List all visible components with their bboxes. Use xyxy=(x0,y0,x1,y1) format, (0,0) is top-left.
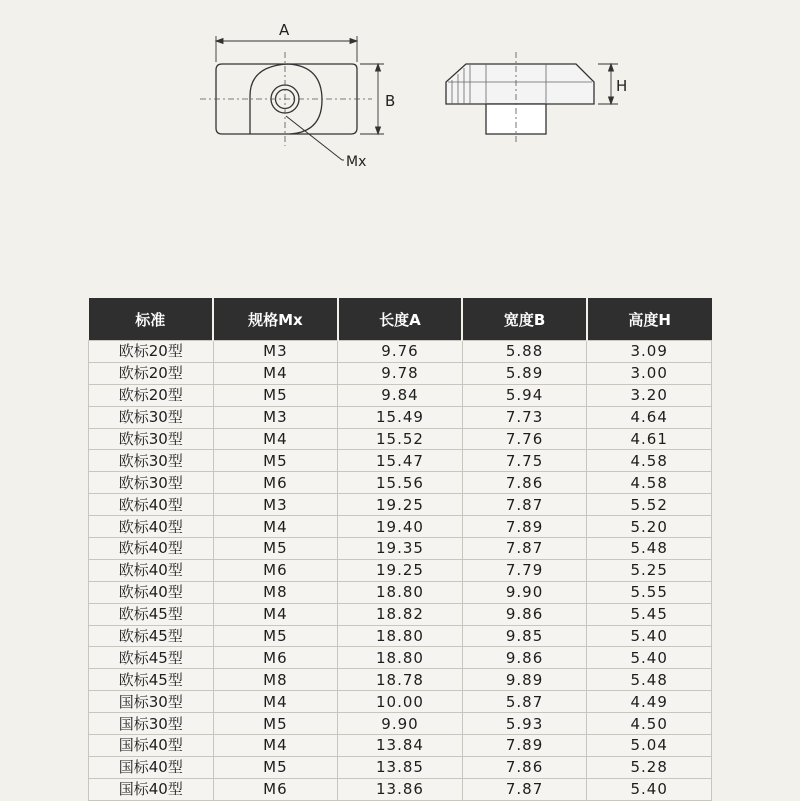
cell-standard: 国标40型 xyxy=(89,756,214,778)
cell-length: 10.00 xyxy=(338,691,463,713)
cell-length: 13.84 xyxy=(338,735,463,757)
cell-standard: 欧标40型 xyxy=(89,494,214,516)
cell-length: 13.85 xyxy=(338,756,463,778)
cell-height: 4.61 xyxy=(587,428,712,450)
cell-height: 4.49 xyxy=(587,691,712,713)
label-a: A xyxy=(279,21,290,39)
cell-height: 3.09 xyxy=(587,341,712,363)
cell-width: 7.87 xyxy=(462,494,587,516)
cell-size: M3 xyxy=(213,341,338,363)
cell-width: 5.87 xyxy=(462,691,587,713)
table-row xyxy=(89,494,712,516)
cell-width: 5.93 xyxy=(462,713,587,735)
cell-length: 9.78 xyxy=(338,362,463,384)
cell-width: 7.75 xyxy=(462,450,587,472)
cell-length: 15.49 xyxy=(338,406,463,428)
cell-width: 9.86 xyxy=(462,647,587,669)
cell-height: 4.58 xyxy=(587,472,712,494)
table-row xyxy=(89,735,712,757)
cell-length: 18.80 xyxy=(338,625,463,647)
cell-standard: 国标30型 xyxy=(89,713,214,735)
cell-height: 5.48 xyxy=(587,538,712,560)
table-row xyxy=(89,647,712,669)
cell-height: 5.40 xyxy=(587,625,712,647)
cell-length: 19.40 xyxy=(338,516,463,538)
cell-size: M8 xyxy=(213,581,338,603)
cell-length: 15.56 xyxy=(338,472,463,494)
cell-size: M5 xyxy=(213,713,338,735)
table-row xyxy=(89,516,712,538)
cell-size: M5 xyxy=(213,450,338,472)
cell-size: M8 xyxy=(213,669,338,691)
cell-length: 19.35 xyxy=(338,538,463,560)
table-row xyxy=(89,713,712,735)
cell-width: 9.89 xyxy=(462,669,587,691)
cell-length: 18.80 xyxy=(338,581,463,603)
header-size: 规格Mx xyxy=(213,298,338,341)
cell-standard: 欧标20型 xyxy=(89,362,214,384)
cell-standard: 国标30型 xyxy=(89,691,214,713)
technical-drawing xyxy=(0,0,800,200)
center-lines xyxy=(200,52,372,146)
cell-standard: 欧标45型 xyxy=(89,647,214,669)
cell-width: 7.86 xyxy=(462,756,587,778)
spec-table xyxy=(88,298,712,801)
header-height: 高度H xyxy=(587,298,712,341)
cell-size: M4 xyxy=(213,691,338,713)
cell-size: M5 xyxy=(213,625,338,647)
cell-standard: 欧标45型 xyxy=(89,625,214,647)
cell-length: 18.82 xyxy=(338,603,463,625)
cell-standard: 国标40型 xyxy=(89,778,214,800)
table-row xyxy=(89,428,712,450)
cell-size: M6 xyxy=(213,559,338,581)
dimension-a xyxy=(216,36,357,62)
cell-standard: 欧标30型 xyxy=(89,406,214,428)
table-row xyxy=(89,472,712,494)
table-row xyxy=(89,603,712,625)
cell-size: M5 xyxy=(213,538,338,560)
table-row xyxy=(89,625,712,647)
cell-width: 7.76 xyxy=(462,428,587,450)
cell-height: 5.25 xyxy=(587,559,712,581)
cell-standard: 欧标30型 xyxy=(89,428,214,450)
cell-size: M6 xyxy=(213,778,338,800)
label-h: H xyxy=(616,77,628,95)
cell-width: 9.85 xyxy=(462,625,587,647)
cell-size: M4 xyxy=(213,516,338,538)
cell-width: 7.89 xyxy=(462,516,587,538)
cell-height: 4.58 xyxy=(587,450,712,472)
cell-width: 9.90 xyxy=(462,581,587,603)
table-row xyxy=(89,559,712,581)
cell-length: 18.78 xyxy=(338,669,463,691)
cell-length: 15.47 xyxy=(338,450,463,472)
table-row xyxy=(89,581,712,603)
side-view xyxy=(446,64,594,134)
cell-length: 9.90 xyxy=(338,713,463,735)
table-row xyxy=(89,538,712,560)
cell-size: M5 xyxy=(213,756,338,778)
cell-height: 3.20 xyxy=(587,384,712,406)
cell-standard: 欧标40型 xyxy=(89,581,214,603)
cell-width: 7.79 xyxy=(462,559,587,581)
cell-standard: 欧标20型 xyxy=(89,384,214,406)
dimension-h xyxy=(598,64,618,104)
cell-standard: 欧标20型 xyxy=(89,341,214,363)
cell-width: 7.87 xyxy=(462,538,587,560)
cell-length: 19.25 xyxy=(338,494,463,516)
cell-height: 5.40 xyxy=(587,778,712,800)
header-length: 长度A xyxy=(338,298,463,341)
cell-standard: 欧标40型 xyxy=(89,538,214,560)
cell-length: 9.76 xyxy=(338,341,463,363)
table-row xyxy=(89,362,712,384)
cell-length: 15.52 xyxy=(338,428,463,450)
table-row xyxy=(89,341,712,363)
cell-height: 4.64 xyxy=(587,406,712,428)
table-row xyxy=(89,756,712,778)
cell-height: 5.52 xyxy=(587,494,712,516)
cell-standard: 欧标30型 xyxy=(89,472,214,494)
table-row xyxy=(89,778,712,800)
table-row xyxy=(89,384,712,406)
cell-height: 3.00 xyxy=(587,362,712,384)
header-standard: 标准 xyxy=(89,298,214,341)
cell-height: 5.48 xyxy=(587,669,712,691)
cell-standard: 欧标30型 xyxy=(89,450,214,472)
cell-height: 4.50 xyxy=(587,713,712,735)
cell-height: 5.45 xyxy=(587,603,712,625)
cell-height: 5.28 xyxy=(587,756,712,778)
cell-width: 5.88 xyxy=(462,341,587,363)
cell-size: M4 xyxy=(213,362,338,384)
cell-height: 5.20 xyxy=(587,516,712,538)
cell-standard: 欧标40型 xyxy=(89,516,214,538)
cell-height: 5.40 xyxy=(587,647,712,669)
cell-width: 7.73 xyxy=(462,406,587,428)
header-width: 宽度B xyxy=(462,298,587,341)
drawing-svg xyxy=(0,0,800,200)
cell-size: M5 xyxy=(213,384,338,406)
table-row xyxy=(89,691,712,713)
label-b: B xyxy=(385,92,396,110)
table-row xyxy=(89,669,712,691)
cell-size: M6 xyxy=(213,647,338,669)
cell-width: 5.94 xyxy=(462,384,587,406)
spec-table-body xyxy=(89,341,712,801)
cell-size: M4 xyxy=(213,735,338,757)
cell-length: 18.80 xyxy=(338,647,463,669)
cell-size: M3 xyxy=(213,406,338,428)
cell-standard: 欧标40型 xyxy=(89,559,214,581)
table-row xyxy=(89,450,712,472)
cell-size: M3 xyxy=(213,494,338,516)
cell-width: 7.87 xyxy=(462,778,587,800)
cell-size: M4 xyxy=(213,428,338,450)
cell-width: 7.89 xyxy=(462,735,587,757)
cell-length: 9.84 xyxy=(338,384,463,406)
cell-standard: 国标40型 xyxy=(89,735,214,757)
cell-standard: 欧标45型 xyxy=(89,669,214,691)
cell-height: 5.55 xyxy=(587,581,712,603)
cell-standard: 欧标45型 xyxy=(89,603,214,625)
cell-length: 13.86 xyxy=(338,778,463,800)
label-mx: Mx xyxy=(346,154,367,170)
header-row xyxy=(89,298,712,341)
cell-width: 7.86 xyxy=(462,472,587,494)
spec-table-head xyxy=(89,298,712,341)
table-row xyxy=(89,406,712,428)
cell-height: 5.04 xyxy=(587,735,712,757)
cell-width: 5.89 xyxy=(462,362,587,384)
cell-length: 19.25 xyxy=(338,559,463,581)
cell-width: 9.86 xyxy=(462,603,587,625)
cell-size: M6 xyxy=(213,472,338,494)
cell-size: M4 xyxy=(213,603,338,625)
